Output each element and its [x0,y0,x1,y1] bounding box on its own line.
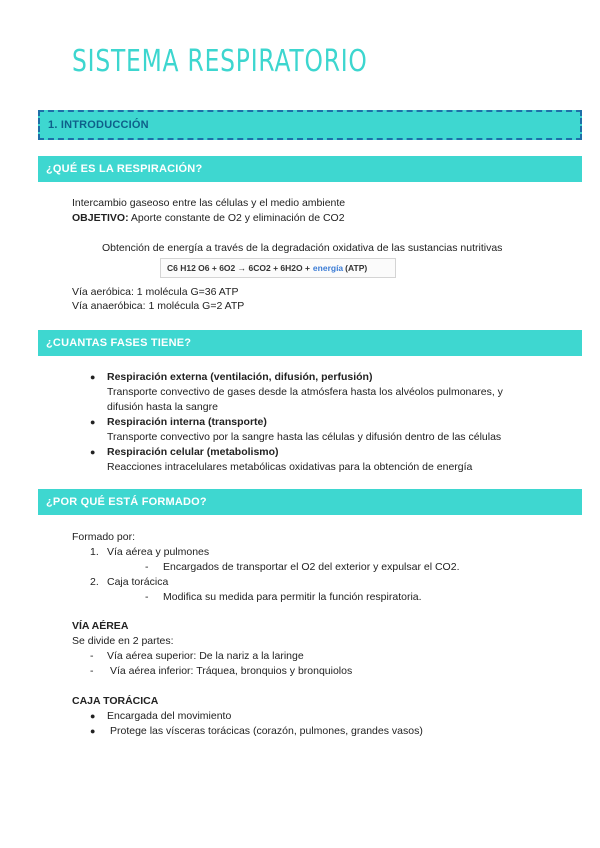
bullet-icon: ● [90,447,96,457]
sub-item: Modifica su medida para permitir la función respiratoria. [163,591,422,603]
aerobic-text: Vía aeróbica: 1 molécula G=36 ATP [72,286,239,298]
fase-title: Respiración celular (metabolismo) [107,446,279,458]
bullet-icon: ● [90,711,96,721]
fase-desc: difusión hasta la sangre [107,401,218,413]
list-number: 1. [90,546,99,558]
fase-title: Respiración interna (transporte) [107,416,267,428]
formula-text: C6 H12 O6 + 6O2 → 6CO2 + 6H2O + [167,263,310,273]
objective-text: Aporte constante de O2 y eliminación de CO2 [128,212,345,224]
section-header-respiracion: ¿QUÉ ES LA RESPIRACIÓN? [38,156,582,182]
via-aerea-title: VÍA AÉREA [72,620,129,632]
via-aerea-intro: Se divide en 2 partes: [72,635,174,647]
fase-desc: Transporte convectivo por la sangre hasta las células y difusión dentro de las células [107,431,502,443]
formula-energy: energía [312,263,344,273]
bullet-icon: ● [90,726,96,736]
fase-desc: Reacciones intracelulares metabólicas oxidativas para la obtención de energía [107,461,473,473]
formula-atp: (ATP) [345,263,368,273]
anaerobic-text: Vía anaeróbica: 1 molécula G=2 ATP [72,300,245,312]
sub-item: Encargados de transportar el O2 del exterior y expulsar el CO2. [163,561,460,573]
via-aerea-item: Vía aérea inferior: Tráquea, bronquios y bronquiolos [110,665,353,677]
formado-text: Formado por: [72,531,136,543]
page-title: SISTEMA RESPIRATORIO [72,44,368,79]
fase-desc: Transporte convectivo de gases desde la atmósfera hasta los alvéolos pulmonares, y [107,386,503,398]
chemical-formula [160,258,396,278]
list-number: 2. [90,576,99,588]
list-item: Caja torácica [107,576,169,588]
section-header-fases: ¿CUANTAS FASES TIENE? [38,330,582,356]
section-header-formado: ¿POR QUÉ ESTÁ FORMADO? [38,489,582,515]
dash-marker: - [145,591,149,603]
dash-marker: - [90,650,94,662]
bullet-icon: ● [90,372,96,382]
via-aerea-item: Vía aérea superior: De la nariz a la laringe [107,650,304,662]
bullet-icon: ● [90,417,96,427]
caja-item: Protege las vísceras torácicas (corazón, pulmones, grandes vasos) [110,725,423,737]
objective-label: OBJETIVO: [72,212,129,224]
dash-marker: - [90,665,94,677]
fase-title: Respiración externa (ventilación, difusión, perfusión) [107,371,373,383]
intercambio-text: Intercambio gaseoso entre las células y el medio ambiente [72,197,346,209]
list-item: Vía aérea y pulmones [107,546,210,558]
objective-line [72,211,345,225]
dash-marker: - [145,561,149,573]
caja-title: CAJA TORÁCICA [72,695,159,707]
obtencion-text: Obtención de energía a través de la degradación oxidativa de las sustancias nutritivas [102,242,503,254]
intro-section-bar: 1. INTRODUCCIÓN [38,110,582,140]
caja-item: Encargada del movimiento [107,710,232,722]
